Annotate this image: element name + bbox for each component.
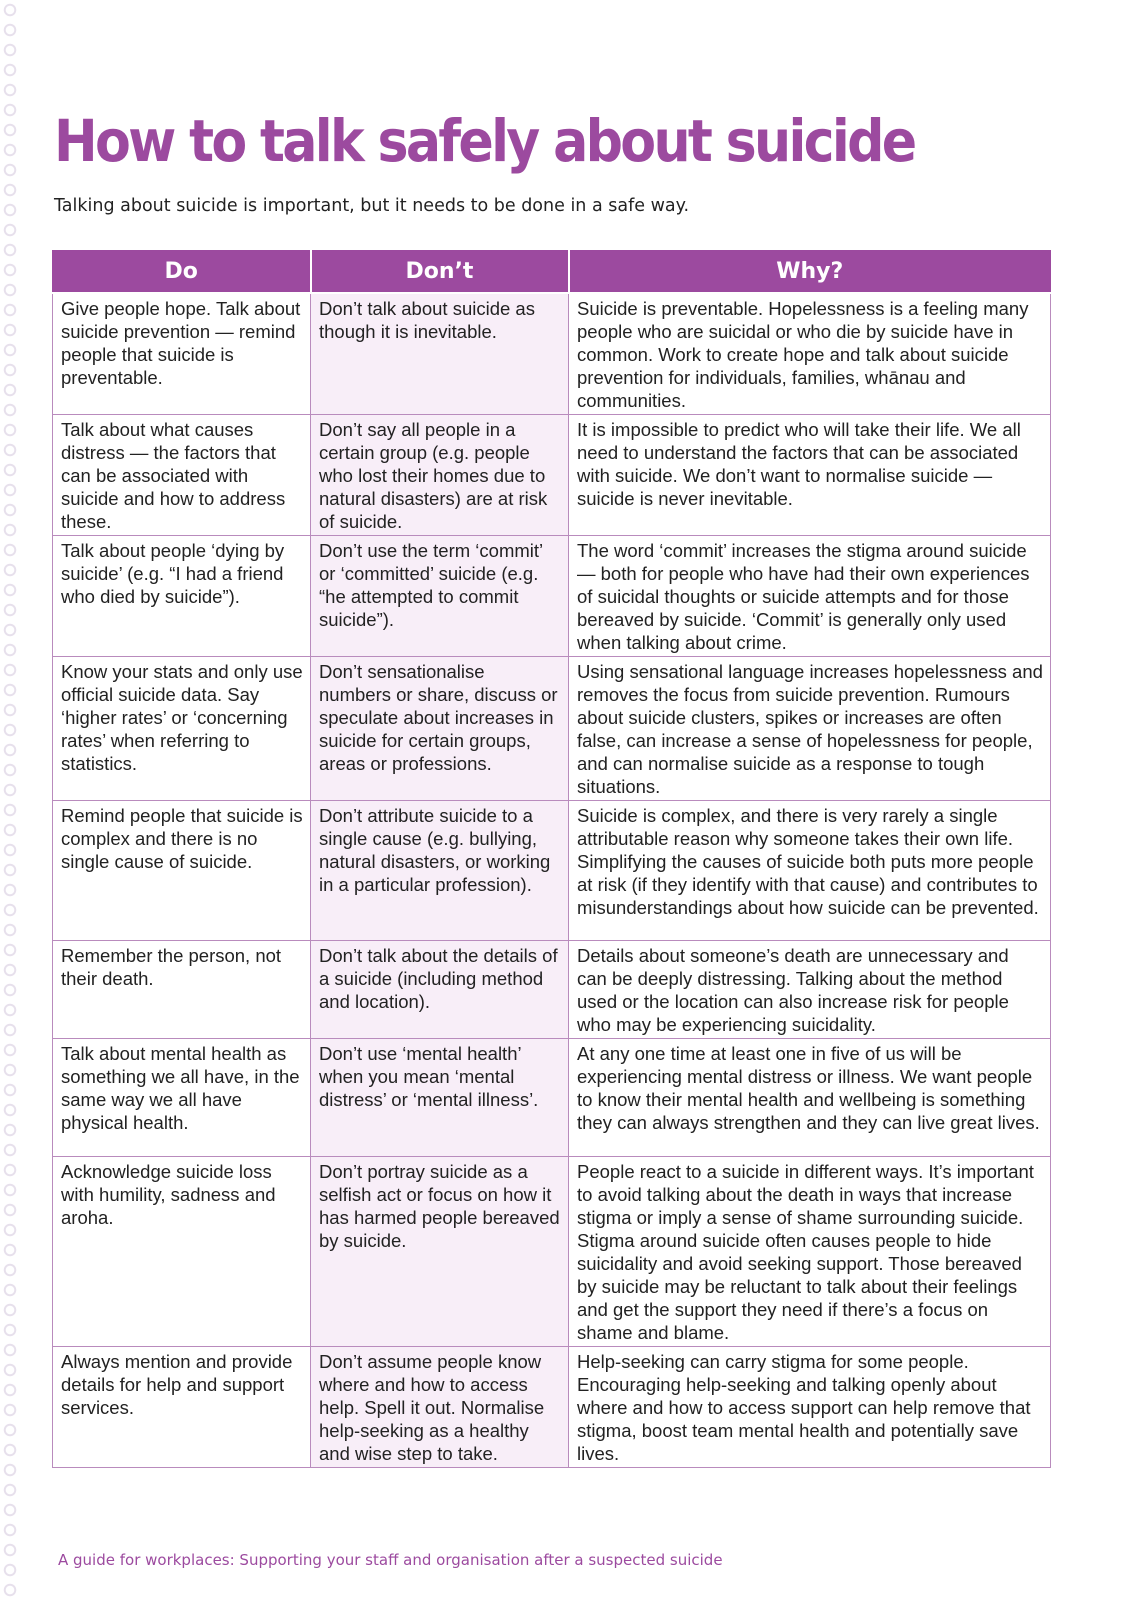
do-cell: Know your stats and only use official suicide data. Say ‘higher rates’ or ‘concerning rates’ when referring to statistics.	[53, 657, 311, 801]
guidance-table	[52, 250, 1051, 1468]
table-row	[53, 293, 1051, 415]
dont-cell: Don’t assume people know where and how to access help. Spell it out. Normalise help-seeking as a healthy and wise step to take.	[311, 1347, 569, 1468]
do-cell: Talk about mental health as something we all have, in the same way we all have physical health.	[53, 1039, 311, 1157]
why-cell: People react to a suicide in different ways. It’s important to avoid talking about the death in ways that increase stigma or imply a sense of shame surrounding suicide. Stigma around suicide often causes people to hide suicidality and avoid seeking support. Those bereaved by suicide may be reluctant to talk about their feelings and get the support they need if there’s a focus on shame and blame.	[569, 1157, 1051, 1347]
header-row	[53, 250, 1051, 293]
table-header	[53, 250, 1051, 293]
why-cell: Details about someone’s death are unnecessary and can be deeply distressing. Talking about the method used or the location can also increase risk for people who may be experiencing suicidality.	[569, 941, 1051, 1039]
dont-cell: Don’t attribute suicide to a single cause (e.g. bullying, natural disasters, or working in a particular profession).	[311, 801, 569, 941]
page-title: How to talk safely about suicide	[54, 107, 915, 175]
do-cell: Talk about what causes distress — the factors that can be associated with suicide and how to address these.	[53, 415, 311, 536]
header-do: Do	[53, 250, 311, 293]
why-cell: Suicide is complex, and there is very rarely a single attributable reason why someone takes their own life. Simplifying the causes of suicide both puts more people at risk (if they identify with that cause) and contributes to misunderstandings about how suicide can be prevented.	[569, 801, 1051, 941]
do-cell: Acknowledge suicide loss with humility, sadness and aroha.	[53, 1157, 311, 1347]
header-dont: Don’t	[311, 250, 569, 293]
table-row	[53, 1039, 1051, 1157]
dont-cell: Don’t talk about suicide as though it is inevitable.	[311, 293, 569, 415]
header-why: Why?	[569, 250, 1051, 293]
intro-text: Talking about suicide is important, but it needs to be done in a safe way.	[54, 196, 690, 216]
table-row	[53, 941, 1051, 1039]
table-row	[53, 536, 1051, 657]
why-cell: Help-seeking can carry stigma for some people. Encouraging help-seeking and talking openly about where and how to access support can help remove that stigma, boost team mental health and potentially save lives.	[569, 1347, 1051, 1468]
table-row	[53, 1157, 1051, 1347]
do-cell: Remember the person, not their death.	[53, 941, 311, 1039]
do-cell: Remind people that suicide is complex and there is no single cause of suicide.	[53, 801, 311, 941]
dont-cell: Don’t portray suicide as a selfish act or focus on how it has harmed people bereaved by suicide.	[311, 1157, 569, 1347]
why-cell: Suicide is preventable. Hopelessness is a feeling many people who are suicidal or who die by suicide have in common. Work to create hope and talk about suicide prevention for individuals, families, whānau and communities.	[569, 293, 1051, 415]
dont-cell: Don’t use ‘mental health’ when you mean ‘mental distress’ or ‘mental illness’.	[311, 1039, 569, 1157]
do-cell: Give people hope. Talk about suicide prevention — remind people that suicide is preventable.	[53, 293, 311, 415]
table-body	[53, 293, 1051, 1468]
do-cell: Always mention and provide details for help and support services.	[53, 1347, 311, 1468]
footer-text: A guide for workplaces: Supporting your staff and organisation after a suspected suicide	[58, 1551, 723, 1569]
why-cell: At any one time at least one in five of us will be experiencing mental distress or illness. We want people to know their mental health and wellbeing is something they can always strengthen and they can live great lives.	[569, 1039, 1051, 1157]
table-row	[53, 801, 1051, 941]
why-cell: The word ‘commit’ increases the stigma around suicide — both for people who have had their own experiences of suicidal thoughts or suicide attempts and for those bereaved by suicide. ‘Commit’ is generally only used when talking about crime.	[569, 536, 1051, 657]
dont-cell: Don’t sensationalise numbers or share, discuss or speculate about increases in suicide for certain groups, areas or professions.	[311, 657, 569, 801]
do-cell: Talk about people ‘dying by suicide’ (e.g. “I had a friend who died by suicide”).	[53, 536, 311, 657]
table-row	[53, 657, 1051, 801]
decorative-side-pattern	[0, 0, 20, 1600]
dont-cell: Don’t use the term ‘commit’ or ‘committed’ suicide (e.g. “he attempted to commit suicide”).	[311, 536, 569, 657]
why-cell: Using sensational language increases hopelessness and removes the focus from suicide prevention. Rumours about suicide clusters, spikes or increases are often false, can increase a sense of hopelessness for people, and can normalise suicide as a response to tough situations.	[569, 657, 1051, 801]
why-cell: It is impossible to predict who will take their life. We all need to understand the factors that can be associated with suicide. We don’t want to normalise suicide — suicide is never inevitable.	[569, 415, 1051, 536]
dont-cell: Don’t talk about the details of a suicide (including method and location).	[311, 941, 569, 1039]
table-row	[53, 415, 1051, 536]
dont-cell: Don’t say all people in a certain group (e.g. people who lost their homes due to natural disasters) are at risk of suicide.	[311, 415, 569, 536]
table-row	[53, 1347, 1051, 1468]
